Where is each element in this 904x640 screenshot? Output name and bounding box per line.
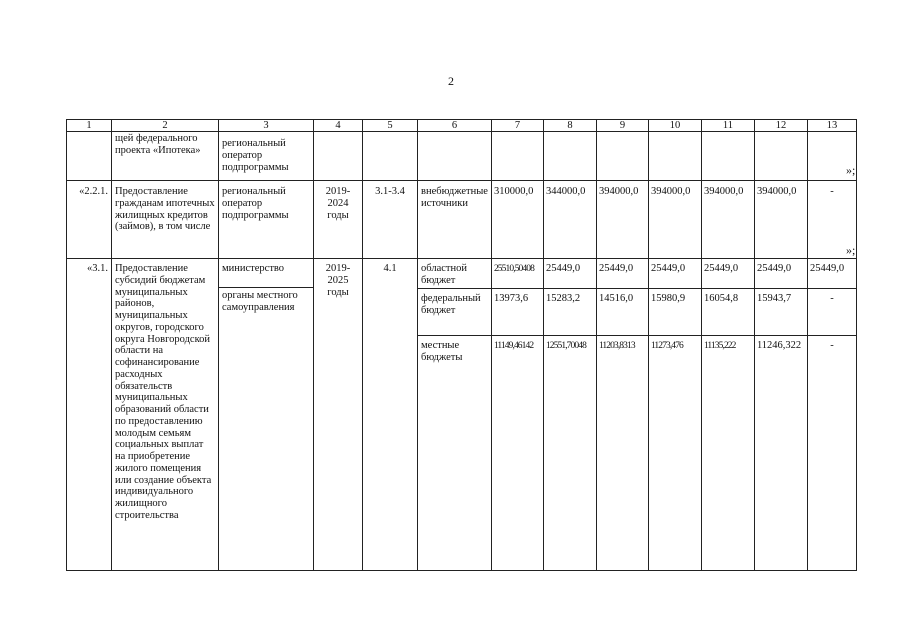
value-cell: 394000,0: [754, 181, 807, 259]
value-cell: 25449,0: [596, 259, 648, 289]
executor-local: органы местного самоуправления: [222, 289, 298, 313]
col-header: 4: [314, 120, 363, 132]
value-cell: 394000,0: [648, 181, 701, 259]
value-cell: 14516,0: [596, 289, 648, 336]
value-cell: 344000,0: [543, 181, 596, 259]
value-cell: 11135,222: [701, 336, 754, 571]
activity-name: Предоставление субсидий бюджетам муниципальных районов, муниципальных округов, городского округа Новгородской области на софинансирование расходных обязательств муниципальных образований области по предоставлению молодым семьям социальных выплат на приобретение жилого помещения или создание объекта индивидуального жилищного строительства: [112, 259, 219, 571]
col-header: 8: [543, 120, 596, 132]
period: 2019-2024 годы: [314, 181, 363, 259]
table-row: [67, 132, 857, 181]
period: 2019-2025 годы: [314, 259, 363, 571]
value-cell: 25449,0: [648, 259, 701, 289]
table-row: [67, 259, 857, 289]
funding-source: областной бюджет: [418, 259, 492, 289]
indicator-ref: 3.1-3.4: [363, 181, 418, 259]
value-cell: 15283,2: [543, 289, 596, 336]
value-cell: 25449,0: [543, 259, 596, 289]
executor: региональный оператор подпрограммы: [219, 132, 314, 181]
value-cell: 25449,0: [701, 259, 754, 289]
activity-name: Предоставление гражданам ипотечных жилищных кредитов (займов), в том числе: [112, 181, 219, 259]
funding-source: внебюджетные источники: [418, 181, 492, 259]
value-cell: -: [807, 336, 856, 571]
value-cell: 12551,70048: [543, 336, 596, 571]
value-cell: 25449,0: [807, 259, 856, 289]
value-cell: 25510,50408: [491, 259, 543, 289]
value-cell: 15943,7: [754, 289, 807, 336]
header-row: [67, 120, 857, 132]
value-cell: 11246,322: [754, 336, 807, 571]
item-number: «3.1.: [67, 259, 112, 571]
page-number: 2: [448, 74, 454, 88]
col-header: 5: [363, 120, 418, 132]
closing-quote: »;: [846, 243, 856, 257]
value-cell: 25449,0: [754, 259, 807, 289]
col-header: 9: [596, 120, 648, 132]
col-header: 10: [648, 120, 701, 132]
col-header: 11: [701, 120, 754, 132]
closing-quote: »;: [846, 163, 856, 177]
value-cell: 394000,0: [596, 181, 648, 259]
funding-source: федеральный бюджет: [418, 289, 492, 336]
value-cell: 11203,8313: [596, 336, 648, 571]
value-cell: 11273,476: [648, 336, 701, 571]
value-cell: 16054,8: [701, 289, 754, 336]
col-header: 2: [112, 120, 219, 132]
value-cell: 15980,9: [648, 289, 701, 336]
value-cell: 11149,46142: [491, 336, 543, 571]
executor: [219, 259, 314, 571]
value-cell: 13973,6: [491, 289, 543, 336]
funding-source: местные бюджеты: [418, 336, 492, 571]
col-header: 3: [219, 120, 314, 132]
col-header: 12: [754, 120, 807, 132]
value-cell: -: [807, 289, 856, 336]
budget-table: [66, 119, 857, 571]
executor: региональный оператор подпрограммы: [219, 181, 314, 259]
value-cell: -: [807, 181, 856, 259]
indicator-ref: 4.1: [363, 259, 418, 571]
value-cell: 310000,0: [491, 181, 543, 259]
value-cell: 394000,0: [701, 181, 754, 259]
col-header: 6: [418, 120, 492, 132]
col-header: 13: [807, 120, 856, 132]
item-number: «2.2.1.: [67, 181, 112, 259]
executor-ministry: министерство: [219, 259, 313, 288]
activity-name: щей федерального проекта «Ипотека»: [112, 132, 219, 181]
table-row: [67, 181, 857, 259]
col-header: 1: [67, 120, 112, 132]
col-header: 7: [491, 120, 543, 132]
